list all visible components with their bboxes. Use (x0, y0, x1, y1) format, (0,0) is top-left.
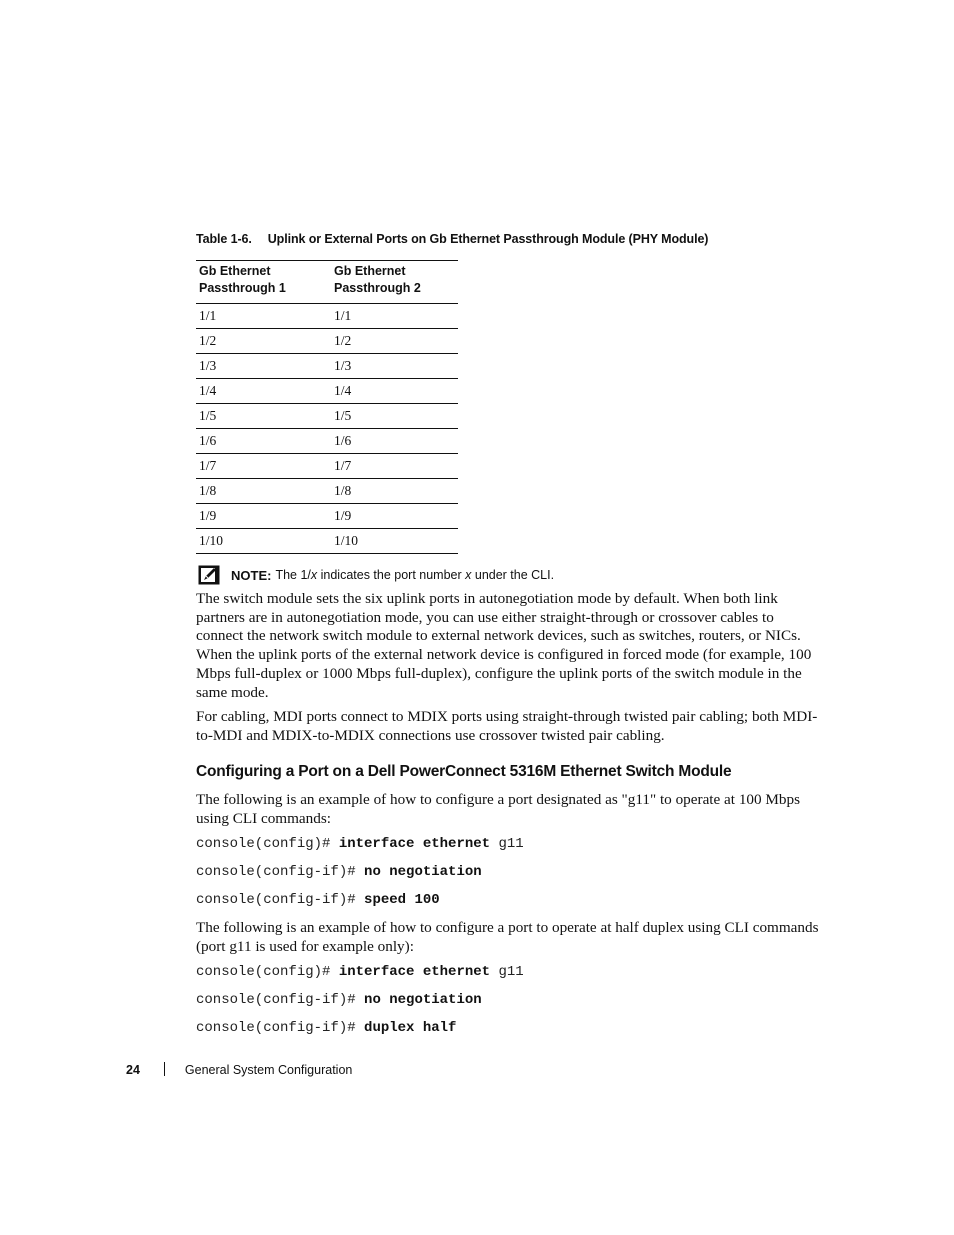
paragraph-example-duplex: The following is an example of how to configure a port to operate at half duplex using CLI commands (port g11 is used for example only): (196, 919, 819, 955)
table-cell: 1/1 (196, 304, 331, 329)
command-line: console(config-if)# speed 100 (196, 892, 440, 908)
table-cell: 1/10 (331, 529, 458, 554)
table-cell: 1/5 (331, 404, 458, 429)
footer-divider (164, 1062, 165, 1076)
table-cell: 1/3 (331, 354, 458, 379)
table-cell: 1/6 (331, 429, 458, 454)
page-number: 24 (126, 1063, 140, 1077)
paragraph-example-speed: The following is an example of how to configure a port designated as "g11" to operate at 100 Mbps using CLI commands: (196, 791, 800, 827)
command-line: console(config-if)# no negotiation (196, 864, 482, 880)
table-row (196, 479, 458, 504)
column-header-passthrough-2: Gb Ethernet Passthrough 2 (331, 261, 458, 304)
table-cell: 1/3 (196, 354, 331, 379)
table-row (196, 504, 458, 529)
table-cell: 1/2 (331, 329, 458, 354)
table-row (196, 329, 458, 354)
table-row (196, 379, 458, 404)
command-line: console(config)# interface ethernet g11 (196, 836, 524, 852)
table-body (196, 304, 458, 554)
command-line: console(config-if)# no negotiation (196, 992, 482, 1008)
table-caption-title: Uplink or External Ports on Gb Ethernet Passthrough Module (PHY Module) (267, 232, 709, 246)
table-cell: 1/1 (331, 304, 458, 329)
table-cell: 1/7 (331, 454, 458, 479)
table-header-row (196, 261, 458, 304)
table-cell: 1/4 (196, 379, 331, 404)
section-heading: Configuring a Port on a Dell PowerConnect 5316M Ethernet Switch Module (196, 763, 732, 780)
table-cell: 1/10 (196, 529, 331, 554)
paragraph-autonegotiation: The switch module sets the six uplink ports in autonegotiation mode by default. When both link partners are in autonegotiation mode, you can use either straight-through or crossover cables to connect the network switch module to external network devices, such as switches, routers, or NICs. When the uplink ports of the external network device is configured in forced mode (for example, 100 Mbps full-duplex or 1000 Mbps full-duplex), configure the uplink ports of the switch module in the same mode. (196, 590, 812, 701)
page-footer (126, 1062, 352, 1077)
table-cell: 1/2 (196, 329, 331, 354)
note-label: NOTE: (231, 567, 272, 583)
table-cell: 1/8 (331, 479, 458, 504)
table-cell: 1/9 (196, 504, 331, 529)
command-line: console(config-if)# duplex half (196, 1020, 457, 1036)
paragraph-cabling: For cabling, MDI ports connect to MDIX ports using straight-through twisted pair cabling; both MDI-to-MDI and MDIX-to-MDIX connections use crossover twisted pair cabling. (196, 708, 818, 744)
table-cell: 1/7 (196, 454, 331, 479)
table-cell: 1/6 (196, 429, 331, 454)
table-row (196, 454, 458, 479)
table-caption-number: Table 1-6. (196, 232, 252, 246)
table-row (196, 429, 458, 454)
note-text: The 1/x indicates the port number x under the CLI. (275, 568, 555, 582)
table-cell: 1/5 (196, 404, 331, 429)
command-line: console(config)# interface ethernet g11 (196, 964, 524, 980)
note (198, 564, 554, 586)
chapter-title: General System Configuration (184, 1063, 353, 1077)
table-cell: 1/4 (331, 379, 458, 404)
table-row (196, 354, 458, 379)
table-caption (196, 232, 708, 246)
pencil-note-icon (198, 565, 220, 585)
table-row (196, 404, 458, 429)
table-cell: 1/8 (196, 479, 331, 504)
table-cell: 1/9 (331, 504, 458, 529)
table-row (196, 304, 458, 329)
ports-table (196, 260, 458, 554)
table-row (196, 529, 458, 554)
column-header-passthrough-1: Gb Ethernet Passthrough 1 (196, 261, 331, 304)
